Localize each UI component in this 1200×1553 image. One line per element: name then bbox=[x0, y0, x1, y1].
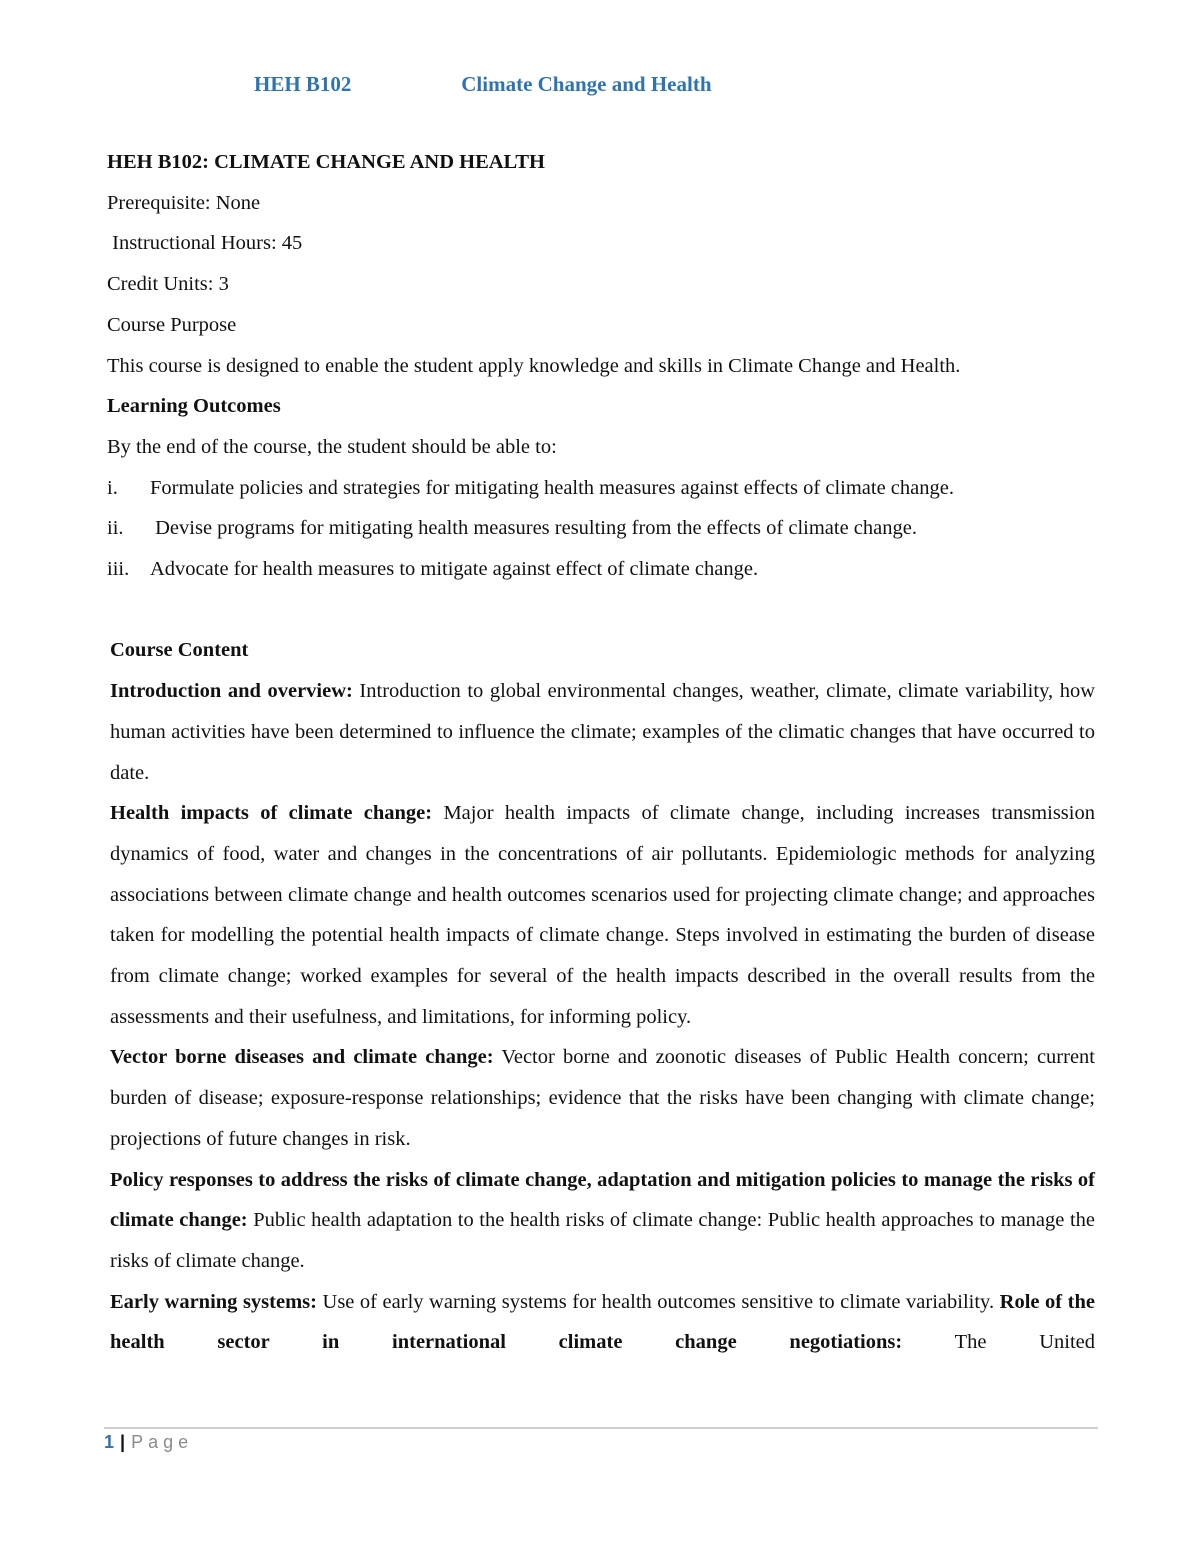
list-item bbox=[107, 549, 1095, 590]
list-item-text: Formulate policies and strategies for mitigating health measures against effects of climate change. bbox=[150, 476, 954, 499]
content-section-early-warning bbox=[107, 1282, 1095, 1363]
content-section-health-impacts bbox=[107, 793, 1095, 1037]
list-item bbox=[107, 468, 1095, 509]
instructional-hours: Instructional Hours: 45 bbox=[107, 232, 303, 255]
page-number: 1 bbox=[104, 1432, 115, 1452]
document-title: HEH B102: CLIMATE CHANGE AND HEALTH bbox=[107, 151, 545, 173]
header-course-code: HEH B102 bbox=[254, 72, 352, 96]
running-header bbox=[254, 72, 712, 97]
prerequisite: Prerequisite: None bbox=[107, 191, 261, 214]
learning-outcomes-heading: Learning Outcomes bbox=[107, 395, 281, 418]
learning-outcomes-list bbox=[107, 468, 1095, 590]
page-footer bbox=[104, 1432, 193, 1453]
section-title: Health impacts of climate change: bbox=[110, 802, 433, 825]
list-item-text: Advocate for health measures to mitigate against effect of climate change. bbox=[150, 558, 759, 581]
section-title: Early warning systems: bbox=[110, 1290, 317, 1313]
list-item bbox=[107, 508, 1095, 549]
section-title: Policy responses to address the risks of climate change, adaptation and mitigation policies to manage the risks of climate change: bbox=[110, 1168, 1095, 1232]
footer-divider bbox=[104, 1427, 1098, 1429]
content-section-policy-responses bbox=[107, 1160, 1095, 1282]
list-item-number: i. bbox=[107, 476, 118, 499]
page-separator: | bbox=[120, 1432, 126, 1452]
content-section-vector-borne bbox=[107, 1037, 1095, 1159]
list-item-number: ii. bbox=[107, 517, 124, 540]
list-item-number: iii. bbox=[107, 558, 130, 581]
credit-units: Credit Units: 3 bbox=[107, 273, 229, 296]
course-content-heading: Course Content bbox=[110, 639, 249, 662]
header-course-name: Climate Change and Health bbox=[461, 72, 712, 96]
section-text: Use of early warning systems for health outcomes sensitive to climate variability. bbox=[316, 1290, 1000, 1313]
learning-outcomes-intro: By the end of the course, the student should be able to: bbox=[107, 435, 557, 458]
section-text: Vector borne and zoonotic diseases of Public Health concern; current burden of disease; exposure-response relationships; evidence that the risks have been changing with climate change; projections of future changes in risk. bbox=[110, 1046, 1095, 1150]
course-purpose-text: This course is designed to enable the student apply knowledge and skills in Climate Change and Health. bbox=[107, 354, 961, 377]
content-section-introduction bbox=[107, 671, 1095, 793]
section-text: Introduction to global environmental changes, weather, climate, climate variability, how human activities have been determined to influence the climate; examples of the climatic changes that have occurred to date. bbox=[110, 680, 1096, 784]
section-title: Vector borne diseases and climate change: bbox=[110, 1046, 494, 1069]
section-text: Public health adaptation to the health risks of climate change: Public health approaches to manage the risks of climate change. bbox=[110, 1209, 1095, 1272]
document-body bbox=[107, 142, 1095, 1363]
section-title: Introduction and overview: bbox=[110, 680, 353, 703]
section-text-secondary: The United bbox=[902, 1331, 1095, 1354]
list-item-text: Devise programs for mitigating health measures resulting from the effects of climate change. bbox=[150, 517, 917, 540]
section-title-secondary: Role of the health sector in international climate change negotiations: bbox=[110, 1290, 1095, 1354]
section-text: Major health impacts of climate change, including increases transmission dynamics of food, water and changes in the concentrations of air pollutants. Epidemiologic methods for analyzing associations between climate change and health outcomes scenarios used for projecting climate change; and approaches taken for modelling the potential health impacts of climate change. Steps involved in estimating the burden of disease from climate change; worked examples for several of the health impacts described in the overall results from the assessments and their usefulness, and limitations, for informing policy. bbox=[110, 802, 1095, 1028]
page-label: Page bbox=[131, 1432, 194, 1452]
course-purpose-label: Course Purpose bbox=[107, 313, 237, 336]
